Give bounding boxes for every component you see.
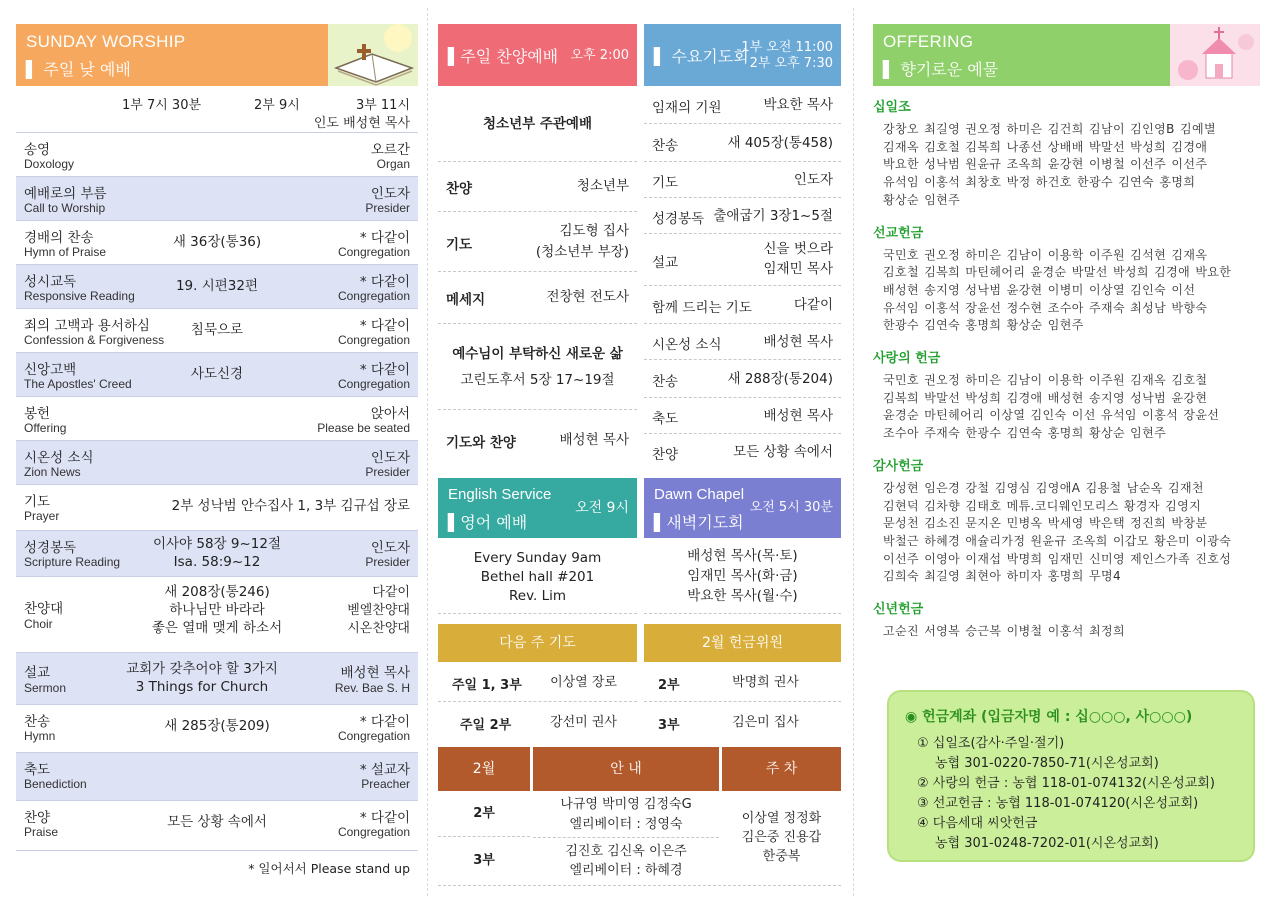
feb-header-guide: 안 내: [533, 747, 719, 791]
order-who-en: Congregation: [337, 377, 410, 391]
offering-name-line: 황상순 임현주: [883, 192, 961, 207]
committee-person: 김은미 집사: [732, 715, 799, 730]
order-row: [16, 264, 418, 308]
bank-line: ① 십일조(감사·주일·절기): [917, 736, 1065, 751]
order-ko: 성경봉독: [24, 540, 77, 556]
wednesday-row: [644, 124, 841, 162]
offering-name-line: 국민호 권오정 하미은 김남이 이용학 이주원 김석현 김재옥: [883, 247, 1208, 262]
order-who-en: Congregation: [337, 729, 410, 743]
offering-section-title: 신년헌금: [873, 602, 924, 618]
bank-line: ③ 선교헌금 : 농협 118-01-074120(시온성교회): [917, 796, 1199, 811]
afternoon-item: 기도와 찬양: [446, 435, 516, 451]
offering-names: [873, 480, 1260, 586]
offering-names: [873, 247, 1260, 336]
offering-name-line: 박철근 하혜경 애슐리가정 원윤규 조옥희 이갑모 황은미 이광숙: [883, 533, 1232, 548]
order-ko: 설교: [24, 665, 51, 681]
order-who-en: Congregation: [337, 825, 410, 839]
offering-name-line: 이선주 이영아 이재섭 박명희 임재민 신미영 제인스가족 진호성: [883, 551, 1232, 566]
order-row: [16, 220, 418, 264]
order-en: Offering: [24, 421, 67, 435]
feb-parking: 한중복: [762, 849, 801, 864]
offering-name-line: 국민호 권오정 하미은 김남이 이용학 이주원 김재옥 김호철: [883, 373, 1208, 388]
order-row: [16, 308, 418, 352]
order-ko: 봉헌: [24, 406, 51, 422]
order-content: 사도신경: [190, 366, 244, 382]
offering-name-line: 배성현 송지영 성낙범 윤강현 이병미 이상열 김인숙 이선: [883, 282, 1196, 297]
order-en: Prayer: [24, 509, 60, 523]
order-en: Zion News: [24, 465, 81, 479]
english-line: Bethel hall #201: [480, 569, 595, 585]
time-2: 2부 9시: [254, 98, 300, 113]
english-title-ko: ▌영어 예배: [448, 513, 528, 532]
order-who: 벧엘찬양대: [347, 603, 410, 618]
afternoon-title: ▌주일 찬양예배: [448, 47, 559, 66]
order-en: Confession & Forgiveness: [24, 333, 165, 347]
order-en: Choir: [24, 617, 53, 631]
order-ko: 송영: [24, 142, 51, 158]
time-3: 3부 11시: [355, 98, 410, 113]
order-row: [16, 440, 418, 484]
offering-name-line: 강창오 최길영 권오정 하미은 김건희 김남이 김인영B 김예별: [883, 122, 1216, 136]
order-en: Praise: [24, 825, 59, 839]
dawn-info: [644, 538, 841, 614]
wednesday-item: 임재의 기원: [652, 100, 722, 116]
afternoon-row: [438, 272, 637, 324]
feb-header-parking: 주 차: [722, 747, 841, 791]
english-header: [438, 478, 637, 538]
offering-names: [873, 372, 1260, 443]
offering-name-line: 고순진 서영복 승근복 이병철 이홍석 최정희: [883, 624, 1125, 639]
order-who: * 다같이: [359, 274, 410, 290]
wednesday-item: 시온성 소식: [652, 337, 722, 353]
dawn-title: Dawn Chapel: [654, 486, 745, 503]
wednesday-item: 설교: [652, 255, 679, 271]
next-prayer-person: 이상열 장로: [550, 675, 617, 690]
offering-names: [873, 623, 1260, 641]
next-prayer-row: [438, 702, 637, 742]
service-times: [16, 86, 418, 132]
offering-name-line: 강성현 임은경 강철 김영심 김영애A 김용철 남순옥 김재천: [883, 480, 1204, 495]
wednesday-item: 기도: [652, 175, 679, 191]
afternoon-heading: 청소년부 주관예배: [482, 116, 593, 132]
wednesday-time-1: 1부 오전 11:00: [741, 40, 833, 55]
wednesday-item: 찬양: [652, 447, 679, 463]
wednesday-title: ▌ 수요기도회: [654, 47, 749, 66]
order-content: 새 208장(통246): [164, 584, 270, 600]
english-line: Rev. Lim: [508, 588, 567, 604]
committee-slot: 2부: [658, 678, 680, 693]
order-who-en: Preacher: [361, 777, 410, 791]
afternoon-who: 김도형 집사: [559, 223, 629, 239]
wednesday-who: 배성현 목사: [763, 334, 833, 350]
order-row: [16, 352, 418, 396]
order-ko: 죄의 고백과 용서하심: [24, 318, 150, 334]
order-content: 이사야 58장 9~12절: [152, 536, 282, 552]
wednesday-row: [644, 86, 841, 124]
offering-name-line: 조수아 주재숙 한광수 김연숙 홍명희 황상순 임현주: [883, 426, 1167, 441]
feb-parking: 이상열 정정화: [741, 811, 822, 826]
order-who: * 설교자: [359, 762, 410, 778]
order-who-en: Organ: [376, 157, 410, 171]
order-row: [16, 800, 418, 850]
offering-name-line: 김재옥 김호철 김복희 나종선 상배배 박말선 박성희 김경애: [883, 139, 1208, 154]
wednesday-row: [644, 286, 841, 324]
offering-name-line: 김희숙 최길영 최현아 하미자 홍명희 무명4: [883, 569, 1121, 584]
order-en: Benediction: [24, 777, 87, 791]
order-content: 2부 성낙범 안수집사 1, 3부 김규섭 장로: [171, 498, 410, 514]
wednesday-who: 인도자: [793, 172, 833, 188]
english-line: Every Sunday 9am: [473, 550, 602, 566]
next-prayer-header: 다음 주 기도: [438, 624, 637, 662]
offering-name-line: 한광수 김연숙 홍명희 황상순 임현주: [883, 318, 1084, 333]
sunday-worship-section: [16, 24, 418, 877]
order-who: * 다같이: [359, 318, 410, 334]
afternoon-who: 전창현 전도사: [546, 289, 629, 305]
sunday-header: [16, 24, 418, 86]
bank-title: ◉ 헌금계좌 (입금자명 예 : 십○○○, 사○○○): [905, 709, 1193, 725]
wednesday-time-2: 2부 오후 7:30: [749, 56, 833, 71]
dawn-time: 오전 5시 30분: [749, 500, 833, 515]
afternoon-message-row: [438, 324, 637, 410]
offering-name-line: 윤경순 마틴헤어리 이상열 김인숙 이선 유석임 이홍석 장윤선: [883, 408, 1220, 423]
offering-name-line: 유석임 이홍석 최창호 박정 하건호 한광수 김연숙 홍명희: [883, 175, 1196, 190]
wednesday-row: [644, 234, 841, 286]
afternoon-heading-row: [438, 86, 637, 162]
wednesday-who: 배성현 목사: [763, 408, 833, 424]
committee-row: [644, 702, 841, 742]
wednesday-row: [644, 398, 841, 434]
offering-committee-header: 2월 헌금위원: [644, 624, 841, 662]
message-title: 예수님이 부탁하신 새로운 삶: [452, 346, 623, 362]
order-row: [16, 752, 418, 800]
order-en: Scripture Reading: [24, 555, 121, 569]
afternoon-who: 배성현 목사: [559, 432, 629, 448]
bank-line: ② 사랑의 헌금 : 농협 118-01-074132(시온성교회): [917, 776, 1215, 791]
sermon-title-en: 3 Things for Church: [135, 679, 269, 695]
order-row: [16, 530, 418, 576]
afternoon-row: [438, 212, 637, 272]
order-en: Hymn: [24, 729, 56, 743]
offering-name-line: 문성천 김소진 문지온 민병옥 박세영 박은택 정진희 박창분: [883, 516, 1208, 531]
feb-slot: 2부: [438, 791, 530, 837]
order-who-en: Rev. Bae S. H: [334, 681, 410, 695]
offering-title-en: OFFERING: [883, 32, 974, 51]
order-who: 배성현 목사: [340, 665, 410, 681]
order-ko: 경배의 찬송: [24, 230, 94, 246]
wednesday-who: 신을 벗으라: [763, 241, 833, 257]
wednesday-item: 성경봉독: [652, 211, 705, 227]
order-ko: 축도: [24, 762, 51, 778]
next-prayer-slot: 주일 1, 3부: [452, 678, 522, 693]
dawn-line: 박요한 목사(월·수): [687, 588, 798, 604]
church-icon: [1170, 24, 1260, 86]
wednesday-who: 모든 상황 속에서: [733, 444, 833, 460]
order-row: [16, 576, 418, 652]
wednesday-row: [644, 434, 841, 470]
offering-section-title: 사랑의 헌금: [873, 351, 941, 367]
order-who: 인도자: [370, 540, 410, 556]
order-en: The Apostles' Creed: [24, 377, 132, 391]
sunday-title-ko: ▌ 주일 낮 예배: [26, 60, 131, 79]
order-who-en: Congregation: [337, 245, 410, 259]
order-ko: 찬양: [24, 810, 51, 826]
wednesday-row: [644, 324, 841, 360]
order-row: [16, 704, 418, 752]
order-who: 인도자: [370, 450, 410, 466]
order-ko: 성시교독: [24, 274, 77, 290]
order-who: 다같이: [372, 585, 410, 600]
afternoon-time: 오후 2:00: [570, 48, 629, 63]
feb-slot: 3부: [473, 853, 495, 868]
afternoon-item: 기도: [446, 237, 473, 253]
feb-guides: 나규영 박미영 김정숙G: [560, 797, 692, 812]
order-ko: 예배로의 부름: [24, 186, 107, 202]
afternoon-row: [438, 410, 637, 470]
message-reference: 고린도후서 5장 17~19절: [460, 372, 615, 388]
order-en: Responsive Reading: [24, 289, 135, 303]
offering-section: [873, 24, 1260, 641]
committee-person: 박명희 권사: [732, 675, 799, 690]
order-row: [16, 176, 418, 220]
offering-title-ko: ▌ 향기로운 예물: [883, 60, 999, 79]
dawn-title-ko: ▌새벽기도회: [654, 513, 744, 532]
bank-line: 농협 301-0248-7202-01(시온성교회): [935, 836, 1159, 851]
order-content-en: Isa. 58:9~12: [173, 554, 261, 570]
bible-icon: [328, 24, 418, 86]
order-ko: 신앙고백: [24, 362, 77, 378]
wednesday-who: 출애굽기 3장1~5절: [713, 208, 833, 224]
wednesday-item: 함께 드리는 기도: [652, 300, 752, 316]
stand-note: * 일어서서 Please stand up: [16, 850, 418, 877]
afternoon-item: 찬양: [446, 181, 473, 197]
order-who: * 다같이: [359, 714, 410, 730]
worship-leader: 인도 배성현 목사: [313, 116, 410, 131]
order-who: 오르간: [370, 142, 410, 158]
feb-elevator: 엘리베이터 : 정영숙: [569, 817, 683, 832]
dawn-header: [644, 478, 841, 538]
afternoon-who-role: (청소년부 부장): [535, 244, 629, 260]
offering-section-title: 십일조: [873, 100, 911, 115]
order-who: * 다같이: [359, 362, 410, 378]
order-who: * 다같이: [359, 810, 410, 826]
offering-header: [873, 24, 1260, 86]
afternoon-header: [438, 24, 637, 86]
wednesday-row: [644, 198, 841, 234]
order-content: 새 36장(통36): [172, 234, 262, 250]
order-who-en: Presider: [365, 201, 410, 215]
order-who-en: Congregation: [337, 289, 410, 303]
english-title: English Service: [448, 486, 552, 503]
order-who-en: Please be seated: [317, 421, 410, 435]
order-en: Sermon: [24, 681, 67, 695]
order-who-en: Presider: [365, 555, 410, 569]
order-row: [16, 132, 418, 176]
afternoon-who: 청소년부: [576, 178, 629, 194]
order-ko: 기도: [24, 494, 51, 510]
offering-name-line: 김현덕 김차향 김태호 메튜.코디웨인모리스 황경자 김영지: [883, 498, 1202, 513]
wednesday-header: [644, 24, 841, 86]
order-ko: 찬송: [24, 714, 51, 730]
offering-name-line: 김호철 김복희 마틴헤어리 윤경순 박말선 박성희 김경애 박요한: [883, 265, 1232, 280]
next-prayer-row: [438, 662, 637, 702]
committee-row: [644, 662, 841, 702]
offering-list: [873, 96, 1260, 641]
wednesday-row: [644, 162, 841, 198]
feb-header-month: 2월: [438, 747, 530, 791]
dawn-line: 배성현 목사(목·토): [687, 548, 798, 564]
order-who: * 다같이: [359, 230, 410, 246]
wednesday-row: [644, 360, 841, 398]
order-en: Call to Worship: [24, 201, 106, 215]
wednesday-item: 찬송: [652, 138, 679, 154]
order-ko: 찬양대: [24, 601, 64, 617]
order-who: 인도자: [370, 186, 410, 202]
offering-section-title: 감사헌금: [873, 458, 924, 474]
order-content: 새 285장(통209): [164, 718, 270, 734]
order-who-en: Congregation: [337, 333, 410, 347]
wednesday-item: 축도: [652, 411, 679, 427]
afternoon-item: 메세지: [446, 292, 486, 308]
wednesday-who: 박요한 목사: [763, 97, 833, 113]
offering-section-title: 선교헌금: [873, 225, 924, 241]
sermon-title: 교회가 갖추어야 할 3가지: [126, 661, 278, 677]
order-en: Hymn of Praise: [24, 245, 107, 259]
dawn-line: 임재민 목사(화·금): [687, 568, 798, 584]
wednesday-who: 임재민 목사: [763, 261, 833, 277]
order-content: 하나님만 바라라: [169, 602, 265, 618]
bank-line: ④ 다음세대 씨앗헌금: [917, 816, 1038, 831]
order-row: [16, 652, 418, 704]
order-who: 앉아서: [370, 406, 410, 422]
next-prayer-person: 강선미 권사: [550, 715, 617, 730]
time-1: 1부 7시 30분: [122, 98, 202, 113]
order-content: 19. 시편32편: [175, 278, 259, 294]
wednesday-who: 새 288장(통204): [727, 371, 833, 387]
wednesday-who: 새 405장(통458): [727, 135, 833, 151]
offering-name-line: 김복희 박말선 박성희 김경애 배성현 송지영 성낙범 윤강현: [883, 390, 1208, 405]
committee-slot: 3부: [658, 718, 680, 733]
order-content: 모든 상황 속에서: [167, 814, 267, 830]
wednesday-item: 찬송: [652, 374, 679, 390]
feb-guides: 김진호 김신옥 이은주: [565, 844, 687, 859]
english-info: [438, 538, 637, 614]
bank-line: 농협 301-0220-7850-71(시온성교회): [935, 756, 1159, 771]
order-ko: 시온성 소식: [24, 450, 94, 466]
wednesday-who: 다같이: [793, 297, 833, 313]
offering-name-line: 유석임 이홍석 장윤선 정수현 조수아 주재숙 최성남 박향숙: [883, 300, 1208, 315]
english-time: 오전 9시: [575, 500, 629, 516]
feb-elevator: 엘리베이터 : 하혜경: [569, 863, 683, 878]
bank-account-box: [887, 690, 1255, 862]
order-row: [16, 396, 418, 440]
order-content: 침묵으로: [190, 322, 244, 338]
afternoon-row: [438, 162, 637, 212]
sunday-title-en: SUNDAY WORSHIP: [26, 32, 186, 51]
order-en: Doxology: [24, 157, 75, 171]
order-row: [16, 484, 418, 530]
offering-names: [873, 121, 1260, 210]
offering-name-line: 박요한 성낙범 원윤규 조옥희 윤강현 이병철 이선주 이선주: [883, 157, 1208, 172]
feb-parking: 김은중 진용갑: [741, 830, 822, 845]
order-who-en: Presider: [365, 465, 410, 479]
order-content: 좋은 열매 맺게 하소서: [151, 620, 283, 636]
order-who: 시온찬양대: [347, 621, 410, 636]
next-prayer-slot: 주일 2부: [460, 718, 512, 733]
